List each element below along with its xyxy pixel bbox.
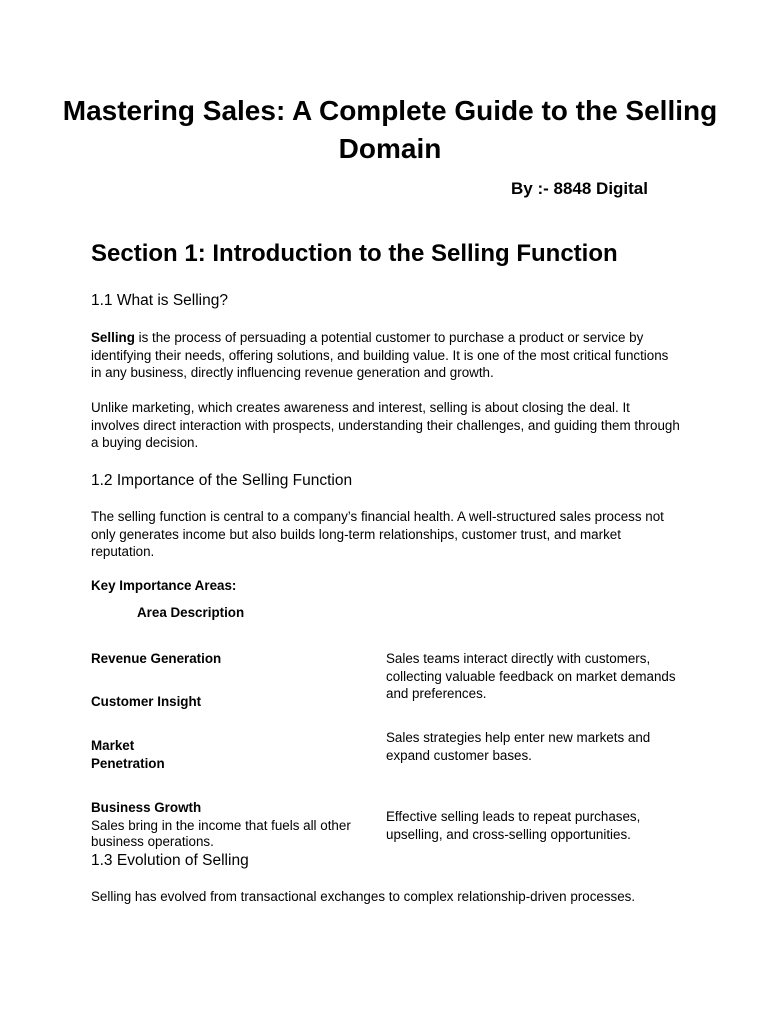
selling-term: Selling <box>91 330 135 345</box>
section-heading: Section 1: Introduction to the Selling Function <box>91 240 618 267</box>
area-business-growth: Business Growth <box>91 800 202 815</box>
author-byline: By :- 8848 Digital <box>511 179 648 198</box>
area-revenue-generation: Revenue Generation <box>91 651 222 666</box>
selling-definition: is the process of persuading a potential customer to purchase a product or service by identifying their needs, offering solutions, and building value. It is one of the most critical functions in any business, directly influencing revenue generation and growth. <box>91 330 669 380</box>
paragraph-selling-vs-marketing: Unlike marketing, which creates awareness and interest, selling is about closing the deal. It involves direct interaction with prospects, understanding their challenges, and guiding them through a buying decision. <box>91 400 680 450</box>
paragraph-what-is-selling <box>91 329 681 382</box>
area-customer-insight: Customer Insight <box>91 694 202 709</box>
table-header: Area Description <box>137 605 245 620</box>
description-customer-insight: Sales teams interact directly with customers, collecting valuable feedback on market demands and preferences. <box>386 651 676 701</box>
subsection-heading-1-2: 1.2 Importance of the Selling Function <box>91 472 353 489</box>
key-importance-label: Key Importance Areas: <box>91 578 237 593</box>
description-business-growth: Effective selling leads to repeat purchases, upselling, and cross-selling opportunities. <box>386 809 641 842</box>
document-title: Mastering Sales: A Complete Guide to the Selling Domain <box>62 95 718 164</box>
description-market-penetration: Sales strategies help enter new markets and expand customer bases. <box>386 730 651 763</box>
area-market-penetration: Market Penetration <box>91 738 165 771</box>
paragraph-importance: The selling function is central to a company’s financial health. A well-structured sales process not only generates income but also builds long-term relationships, customer trust, and market reputation. <box>91 509 664 559</box>
subsection-heading-1-1: 1.1 What is Selling? <box>91 292 228 309</box>
subsection-heading-1-3: 1.3 Evolution of Selling <box>91 852 249 869</box>
area-revenue-description: Sales bring in the income that fuels all other business operations. <box>91 818 351 849</box>
paragraph-evolution: Selling has evolved from transactional exchanges to complex relationship-driven processes. <box>91 889 636 904</box>
